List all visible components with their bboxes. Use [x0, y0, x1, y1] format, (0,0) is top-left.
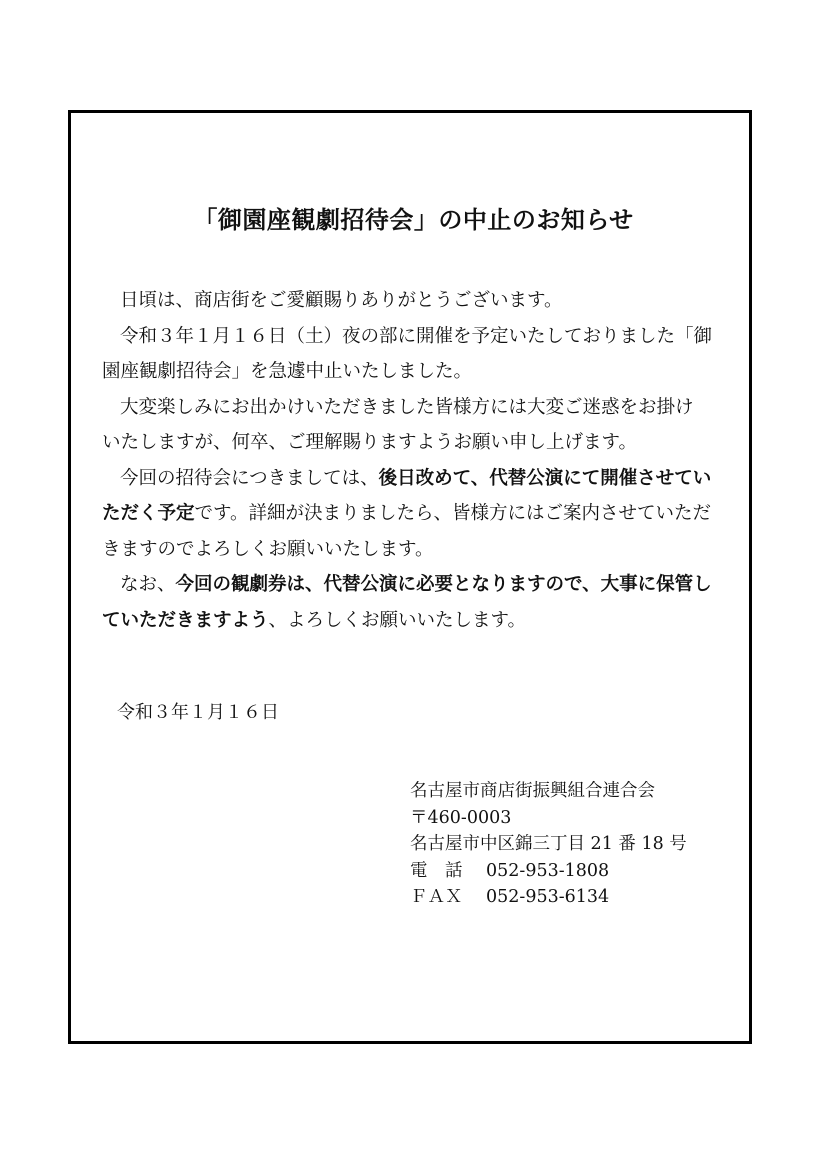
paragraph-apology-line-1: 大変楽しみにお出かけいただきました皆様方には大変ご迷惑をお掛け: [120, 396, 694, 418]
paragraph-ticket-line-1: [102, 567, 732, 603]
sender-organization: 名古屋市商店街振興組合連合会: [410, 781, 655, 801]
paragraph-reschedule-line-2: [102, 496, 732, 532]
reschedule-text-normal: 今回の招待会につきましては、: [120, 467, 379, 489]
paragraph-greeting: 日頃は、商店街をご愛顧賜りありがとうございます。: [120, 290, 563, 311]
phone-number: 052-953-1808: [486, 860, 610, 881]
notice-body: [102, 283, 732, 638]
sender-block: [410, 778, 687, 911]
ticket-text-normal: なお、: [120, 574, 176, 595]
sender-address: 名古屋市中区錦三丁目 21 番 18 号: [410, 834, 687, 854]
sender-phone-row: [410, 858, 687, 885]
sender-postal-code: 〒460-0003: [410, 807, 512, 828]
ticket-keep-emphasis: ていただきますよう: [102, 609, 269, 631]
paragraph-apology-line-2: いたしますが、何卒、ご理解賜りますようお願い申し上げます。: [102, 432, 638, 453]
notice-title: 「御園座観劇招待会」の中止のお知らせ: [193, 206, 634, 234]
reschedule-plan-emphasis: ただく予定: [102, 503, 195, 524]
phone-label: 電 話: [410, 860, 463, 881]
notice-date: 令和３年１月１６日: [117, 702, 279, 723]
paragraph-cancellation-line-2: 園座観劇招待会」を急遽中止いたしました。: [102, 361, 473, 382]
paragraph-reschedule-line-3: きますのでよろしくお願いいたします。: [102, 538, 434, 560]
sender-fax-row: [410, 884, 687, 911]
ticket-text-emphasis: 今回の観劇券は、代替公演に必要となりますので、大事に保管し: [175, 574, 712, 595]
paragraph-cancellation-line-1: 令和３年１月１６日（土）夜の部に開催を予定いたしておりました「御: [120, 325, 713, 347]
reschedule-text-emphasis: 後日改めて、代替公演にて開催させてい: [378, 467, 712, 489]
fax-number: 052-953-6134: [486, 887, 610, 907]
reschedule-details-text: です。詳細が決まりましたら、皆様方にはご案内させていただ: [194, 503, 712, 524]
paragraph-ticket-line-2: [102, 603, 732, 639]
fax-label: ＦＡＸ: [410, 887, 463, 907]
ticket-closing-text: 、よろしくお願いいたします。: [268, 609, 527, 631]
paragraph-reschedule-line-1: [102, 461, 732, 497]
